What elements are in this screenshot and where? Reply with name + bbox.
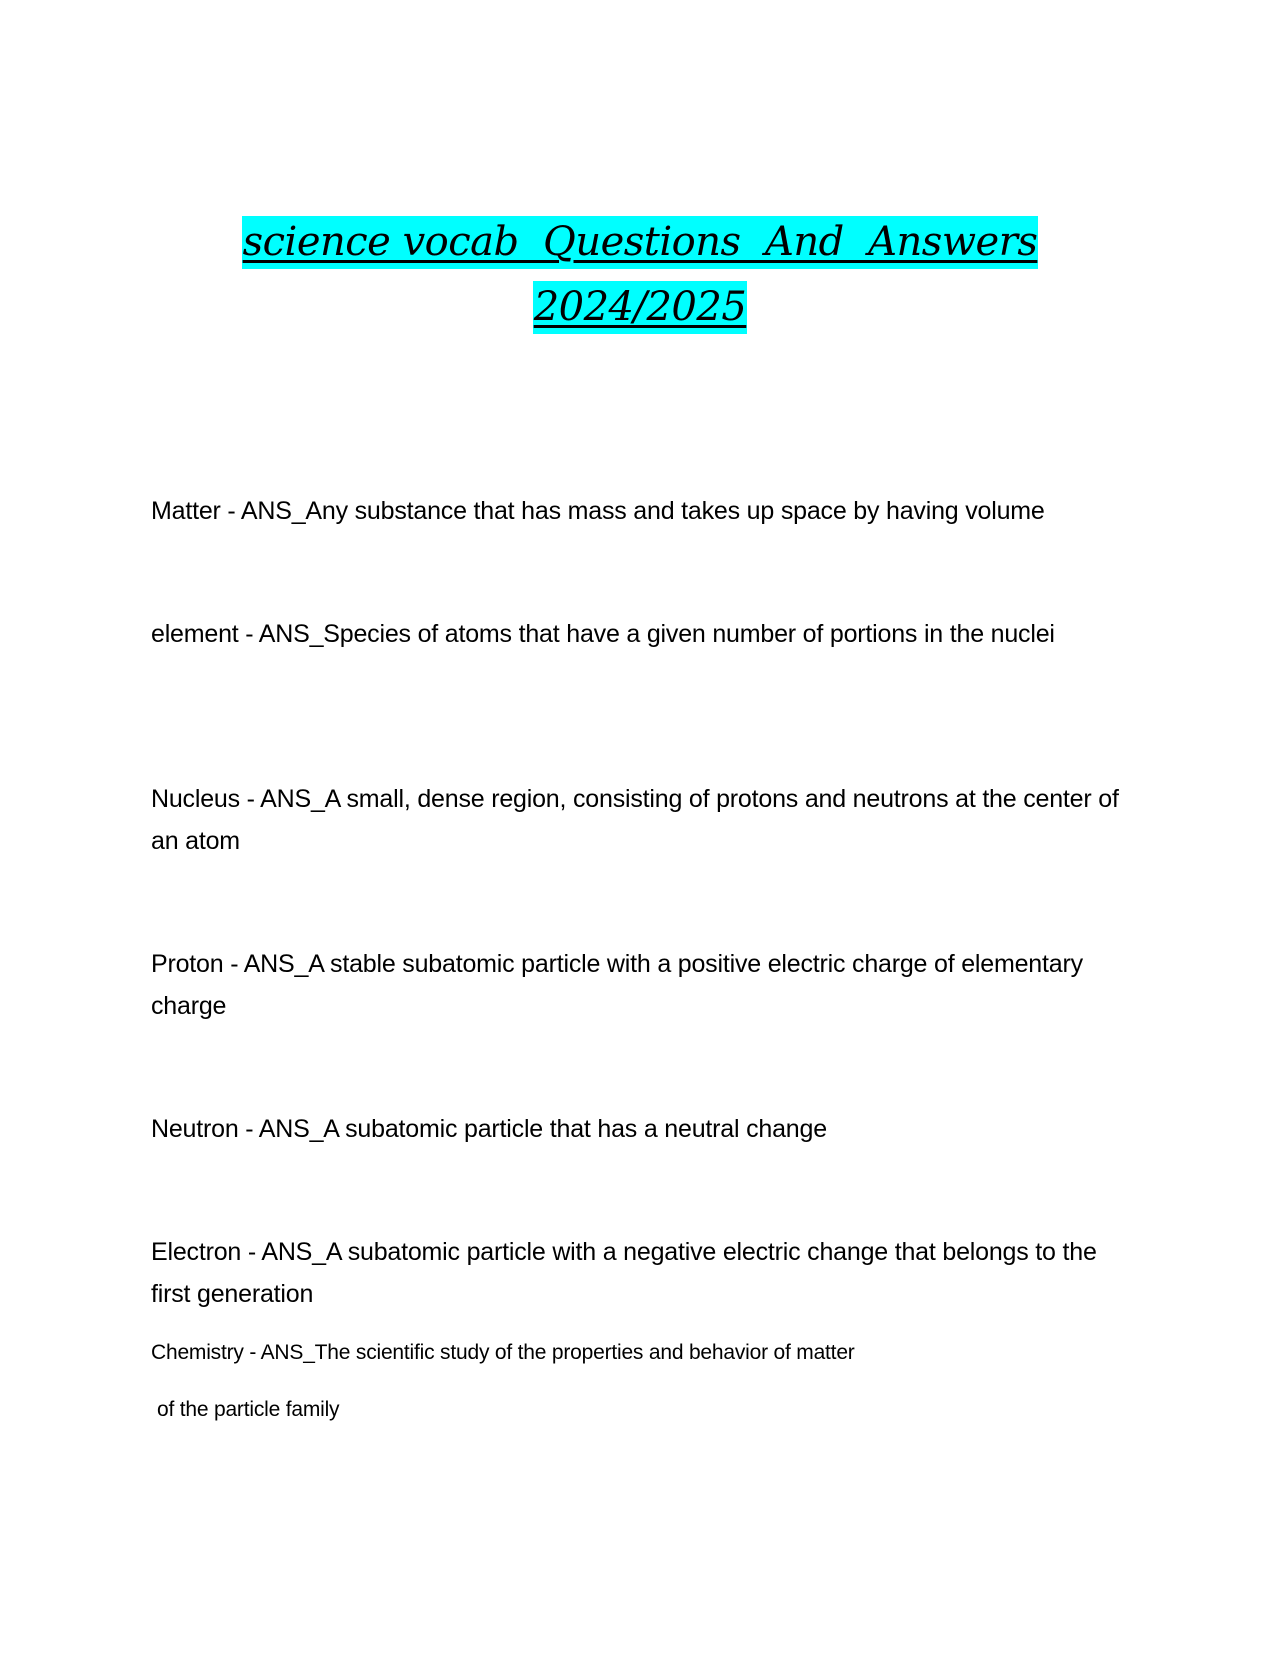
vocab-entry-continuation: of the particle family: [157, 1398, 340, 1421]
vocab-entry-nucleus: Nucleus - ANS_A small, dense region, consisting of protons and neutrons at the center of an atom: [151, 785, 1119, 855]
document-title-text-2: 2024/2025: [533, 281, 748, 334]
document-title-text-1: science vocab Questions And Answers: [242, 216, 1039, 269]
vocab-entry-proton: Proton - ANS_A stable subatomic particle with a positive electric charge of elementary charge: [151, 950, 1083, 1020]
vocab-entry-matter: Matter - ANS_Any substance that has mass and takes up space by having volume: [151, 497, 1045, 525]
document-title-line-1: [0, 216, 1280, 269]
vocab-entry-electron: Electron - ANS_A subatomic particle with a negative electric change that belongs to the first generation: [151, 1238, 1097, 1308]
vocab-entry-neutron: Neutron - ANS_A subatomic particle that has a neutral change: [151, 1115, 827, 1143]
document-title-line-2: [0, 281, 1280, 334]
vocab-entry-element: element - ANS_Species of atoms that have a given number of portions in the nuclei: [151, 620, 1055, 648]
vocab-entry-chemistry: Chemistry - ANS_The scientific study of the properties and behavior of matter: [151, 1341, 855, 1364]
